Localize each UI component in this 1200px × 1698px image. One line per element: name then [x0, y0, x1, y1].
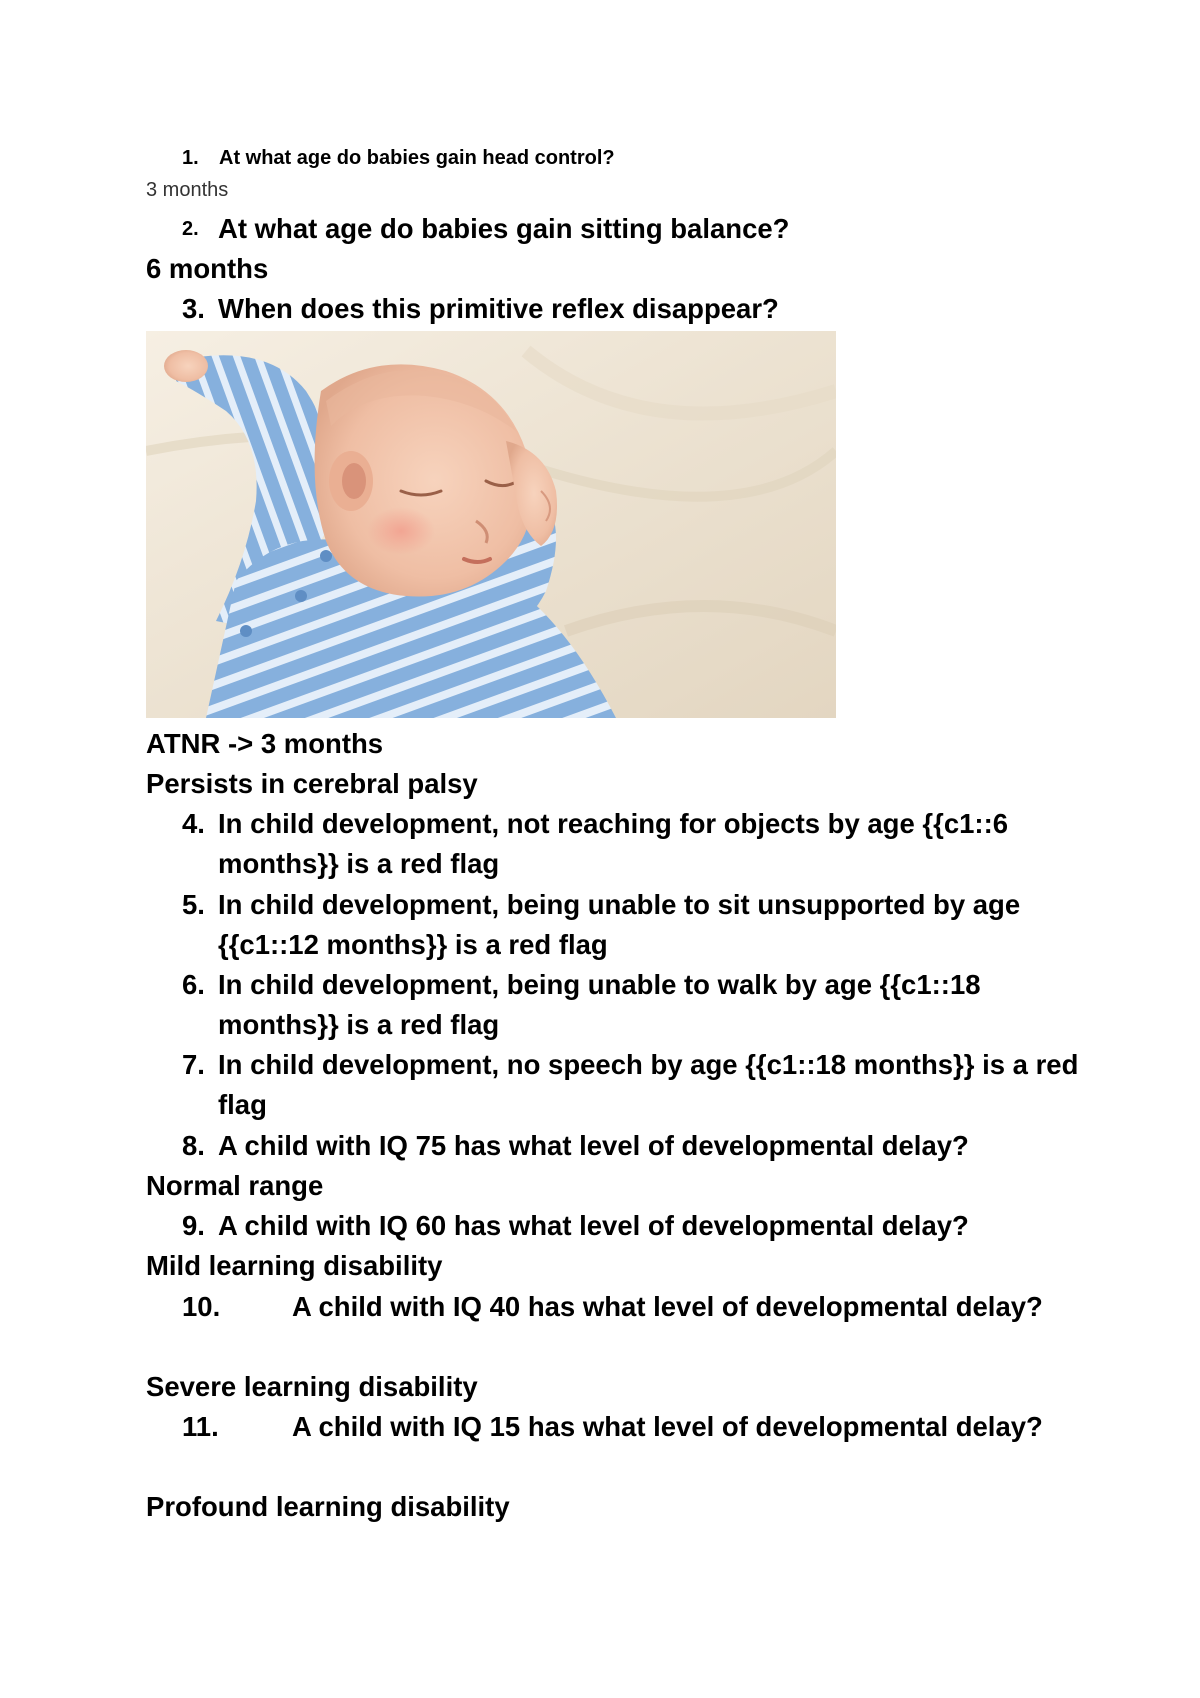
question-number: 4. [182, 808, 205, 839]
question-number: 2. [182, 218, 199, 240]
answer-3-line-1: ATNR -> 3 months [146, 728, 384, 759]
question-4 [182, 804, 1082, 884]
question-text: At what age do babies gain sitting balance? [218, 213, 790, 244]
answer-11: Profound learning disability [146, 1491, 510, 1522]
question-5 [182, 885, 1082, 965]
question-number: 3. [182, 293, 205, 324]
answer-2: 6 months [146, 253, 269, 284]
question-text: In child development, being unable to walk by age {{c1::18 months}} is a red flag [218, 969, 981, 1040]
answer-10: Severe learning disability [146, 1371, 478, 1402]
question-number: 11. [182, 1411, 219, 1442]
question-text: In child development, being unable to sit unsupported by age {{c1::12 months}} is a red flag [218, 889, 1021, 960]
sleeping-baby-photo [146, 331, 836, 718]
question-text: A child with IQ 75 has what level of developmental delay? [218, 1130, 969, 1161]
question-number: 9. [182, 1210, 205, 1241]
question-11 [182, 1407, 1082, 1487]
question-10 [182, 1287, 1082, 1367]
answer-1: 3 months [146, 179, 229, 201]
question-text: When does this primitive reflex disappear? [218, 293, 779, 324]
answer-3-line-2: Persists in cerebral palsy [146, 768, 478, 799]
question-text: At what age do babies gain head control? [219, 147, 615, 169]
question-text: A child with IQ 15 has what level of developmental delay? [292, 1411, 1043, 1442]
question-number: 8. [182, 1130, 205, 1161]
question-number: 10. [182, 1291, 221, 1322]
question-text: A child with IQ 40 has what level of developmental delay? [292, 1291, 1043, 1322]
question-text: In child development, not reaching for objects by age {{c1::6 months}} is a red flag [218, 808, 1009, 879]
answer-8: Normal range [146, 1170, 324, 1201]
question-number: 1. [182, 147, 199, 169]
question-number: 6. [182, 969, 205, 1000]
question-text: In child development, no speech by age {{c1::18 months}} is a red flag [218, 1049, 1079, 1120]
question-6 [182, 965, 1082, 1045]
question-number: 7. [182, 1049, 205, 1080]
question-text: A child with IQ 60 has what level of developmental delay? [218, 1210, 969, 1241]
answer-9: Mild learning disability [146, 1250, 443, 1281]
question-number: 5. [182, 889, 205, 920]
question-7 [182, 1045, 1082, 1125]
